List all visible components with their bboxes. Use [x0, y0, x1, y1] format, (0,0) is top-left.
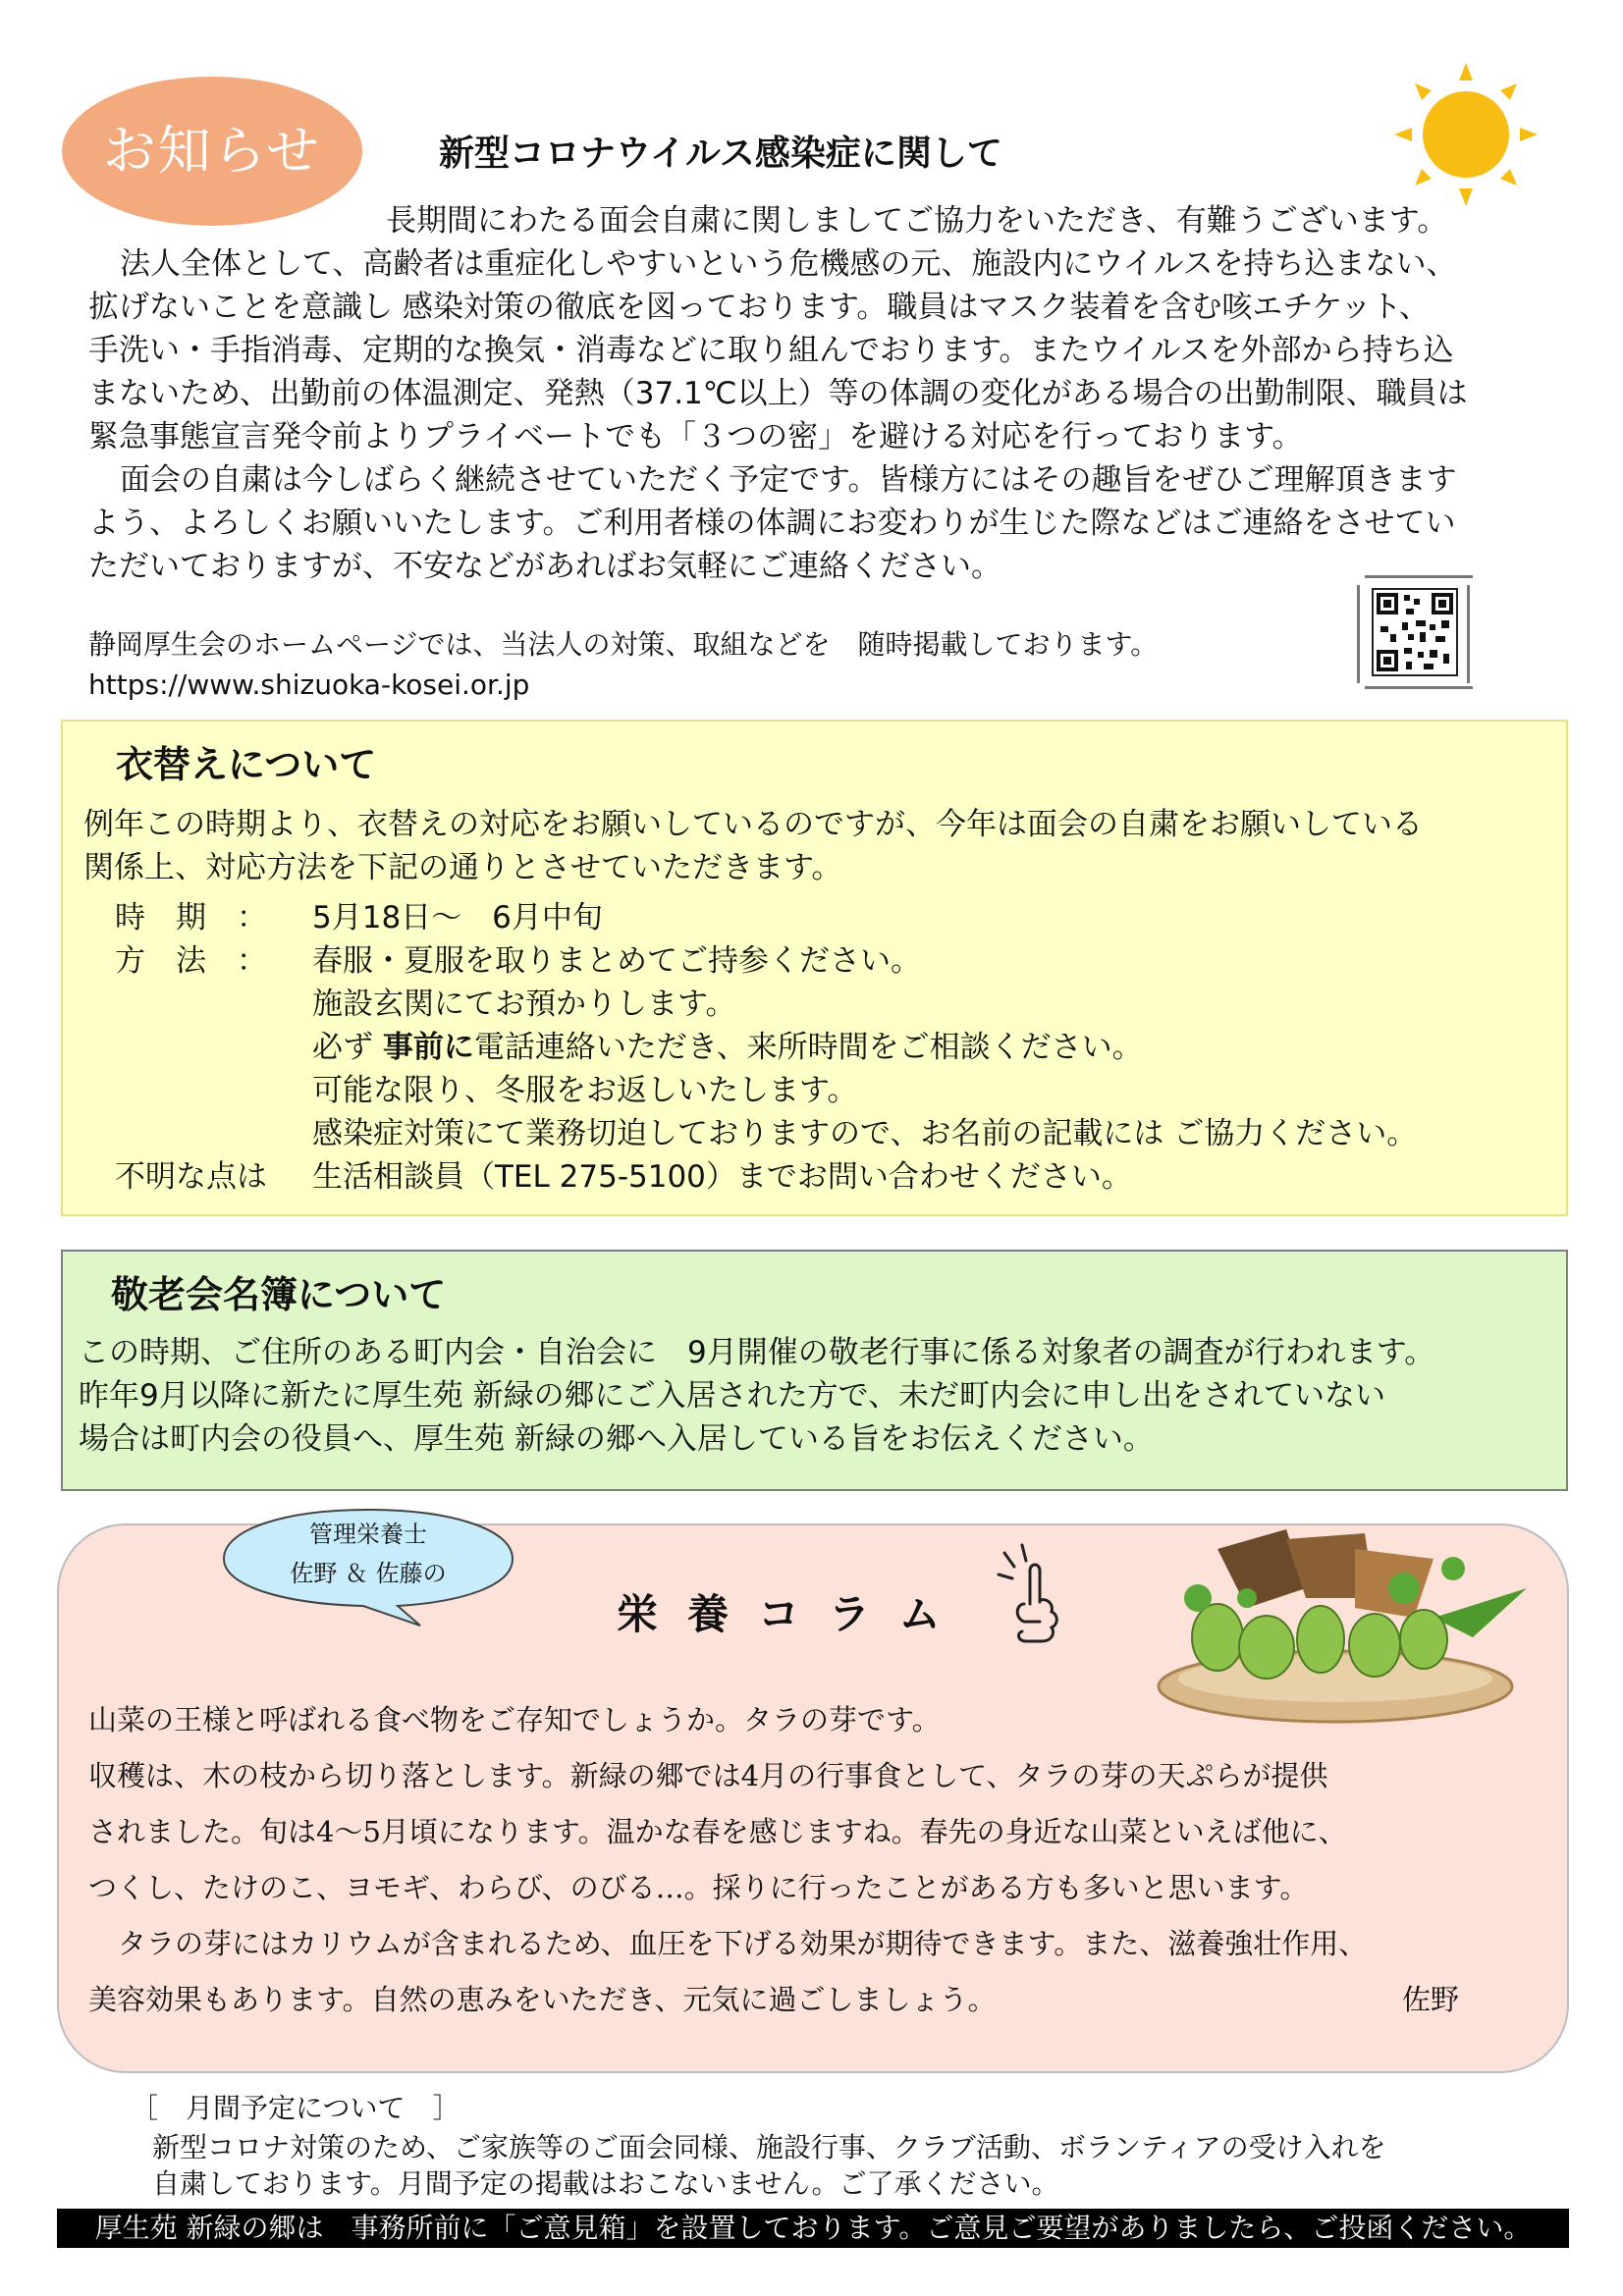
- column-line-3: されました。旬は4～5月頃になります。温かな春を感じますね。春先の身近な山菜といえば他に、: [88, 1815, 1347, 1848]
- monthly-line-2: 自粛しております。月間予定の掲載はおこないません。ご了承ください。: [152, 2167, 1059, 2200]
- column-line-6: 美容効果もあります。自然の恵みをいただき、元気に過ごしましょう。: [88, 1983, 997, 2016]
- website-note: 静岡厚生会のホームページでは、当法人の対策、取組などを 随時掲載しております。: [88, 628, 1159, 661]
- notice-line-5: まないため、出勤前の体温測定、発熱（37.1℃以上）等の体調の変化がある場合の出勤制限、職員は: [88, 376, 1468, 411]
- koromogae-intro-1: 例年この時期より、衣替えの対応をお願いしているのですが、今年は面会の自粛をお願いしている: [83, 807, 1423, 842]
- method-line-5: 感染症対策にて業務切迫しておりますので、お名前の記載には ご協力ください。: [312, 1116, 1418, 1151]
- website-url-link[interactable]: https://www.shizuoka-kosei.or.jp: [88, 668, 530, 701]
- notice-line-1: 長期間にわたる面会自粛に関しましてご協力をいただき、有難うございます。: [386, 203, 1448, 239]
- column-line-4: つくし、たけのこ、ヨモギ、わらび、のびる…。採りに行ったことがある方も多いと思います。: [88, 1871, 1309, 1904]
- column-line-1: 山菜の王様と呼ばれる食べ物をご存知でしょうか。タラの芽です。: [88, 1703, 941, 1736]
- method-line-2: 施設玄関にてお預かりします。: [312, 987, 736, 1022]
- method-label: 方 法 ：: [115, 943, 267, 979]
- column-signature: 佐野: [1402, 1983, 1460, 2016]
- notice-line-4: 手洗い・手指消毒、定期的な換気・消毒などに取り組んでおります。またウイルスを外部から持ち込: [88, 333, 1454, 368]
- bubble-line-1: 管理栄養士: [309, 1521, 427, 1548]
- keirou-line-2: 昨年9月以降に新たに厚生苑 新緑の郷にご入居された方で、未だ町内会に申し出をされていない: [79, 1378, 1385, 1414]
- notice-line-6: 緊急事態宣言発令前よりプライベートでも「３つの密」を避ける対応を行っております。: [88, 419, 1303, 454]
- pointing-hand-icon: [997, 1543, 1070, 1651]
- contact-value: 生活相談員（TEL 275-5100）までお問い合わせください。: [312, 1159, 1132, 1195]
- period-value: 5月18日～ 6月中旬: [312, 900, 603, 935]
- monthly-line-1: 新型コロナ対策のため、ご家族等のご面会同様、施設行事、クラブ活動、ボランティアの受け入れを: [152, 2131, 1386, 2163]
- sun-icon: [1392, 61, 1540, 208]
- column-line-5: タラの芽にはカリウムが含まれるため、血圧を下げる効果が期待できます。また、滋養強壮作用、: [118, 1927, 1368, 1960]
- notice-line-8: よう、よろしくお願いいたします。ご利用者様の体調にお変わりが生じた際などはご連絡をさせてい: [88, 506, 1456, 541]
- notice-line-7: 面会の自粛は今しばらく継続させていただく予定です。皆様方にはその趣旨をぜひご理解頂きます: [120, 462, 1457, 498]
- koromogae-heading: 衣替えについて: [116, 743, 377, 786]
- footer-bar: 厚生苑 新緑の郷は 事務所前に「ご意見箱」を設置しております。ご意見ご要望がありましたら、ご投函ください。: [57, 2209, 1569, 2248]
- notice-line-9: ただいておりますが、不安などがあればお気軽にご連絡ください。: [88, 549, 1001, 584]
- monthly-schedule-heading: ［ 月間予定について ］: [131, 2092, 460, 2124]
- contact-label: 不明な点は: [115, 1159, 267, 1195]
- method-line-3-post: 電話連絡いただき、来所時間をご相談ください。: [473, 1030, 1143, 1065]
- method-line-4: 可能な限り、冬服をお返しいたします。: [312, 1073, 858, 1108]
- notice-badge: お知らせ: [62, 77, 362, 226]
- method-line-3-pre: 必ず: [312, 1030, 383, 1065]
- method-line-3-bold: 事前に: [382, 1030, 474, 1065]
- koromogae-intro-2: 関係上、対応方法を下記の通りとさせていただきます。: [83, 850, 842, 885]
- nutrition-column-title: 栄養コラム: [617, 1590, 970, 1638]
- bubble-line-2: 佐野 ＆ 佐藤の: [290, 1560, 447, 1587]
- period-label: 時 期 ：: [115, 900, 267, 935]
- qr-code-icon[interactable]: [1345, 567, 1485, 697]
- method-line-1: 春服・夏服を取りまとめてご持参ください。: [312, 943, 921, 979]
- column-line-2: 収穫は、木の枝から切り落とします。新緑の郷では4月の行事食として、タラの芽の天ぷらが提供: [88, 1759, 1328, 1792]
- method-line-3: [312, 1022, 1143, 1066]
- vegetable-basket-illustration: [1139, 1529, 1537, 1726]
- keirou-heading: 敬老会名簿について: [111, 1273, 447, 1316]
- notice-line-3: 拡げないことを意識し 感染対策の徹底を図っております。職員はマスク装着を含む咳エチケット、: [88, 290, 1430, 325]
- keirou-line-1: この時期、ご住所のある町内会・自治会に 9月開催の敬老行事に係る対象者の調査が行われます。: [79, 1335, 1435, 1370]
- keirou-line-3: 場合は町内会の役員へ、厚生苑 新緑の郷へ入居している旨をお伝えください。: [79, 1421, 1154, 1457]
- notice-line-2: 法人全体として、高齢者は重症化しやすいという危機感の元、施設内にウイルスを持ち込まない、: [120, 246, 1457, 282]
- notice-title: 新型コロナウイルス感染症に関して: [439, 133, 1002, 174]
